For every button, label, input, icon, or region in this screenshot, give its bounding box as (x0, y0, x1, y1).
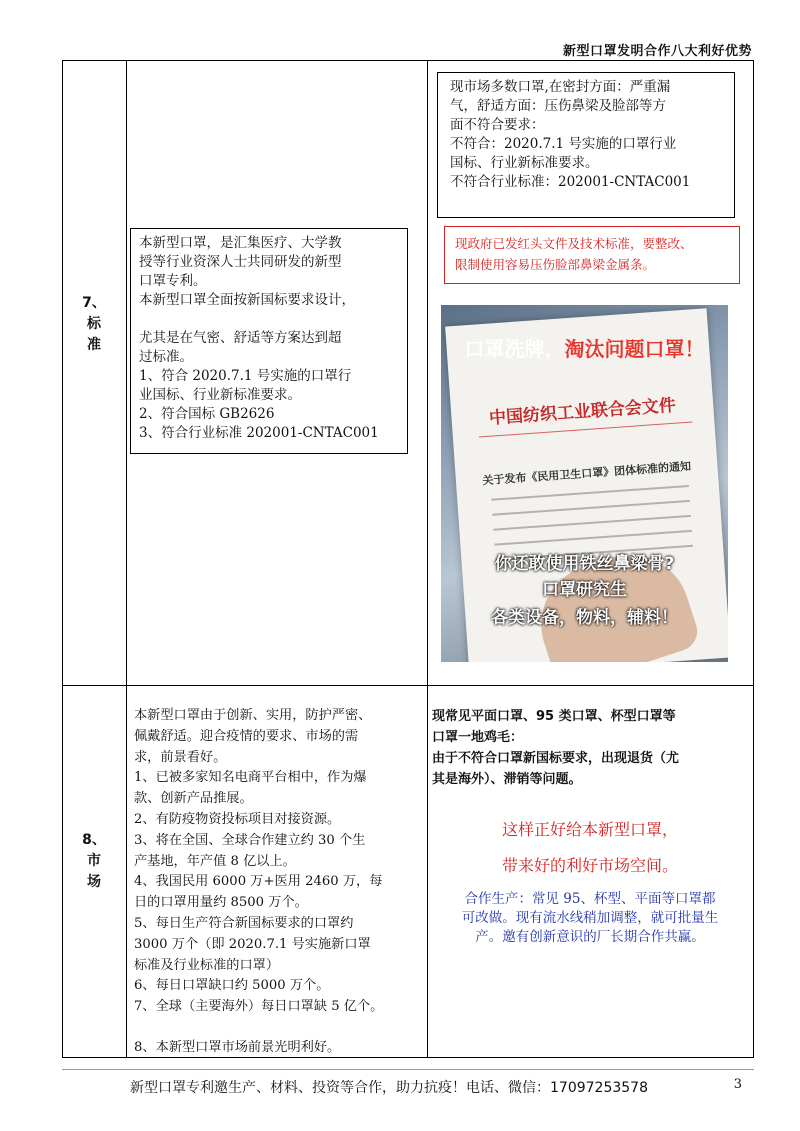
row8-label-char-1: 市 (87, 853, 101, 869)
text-line: 5、每日生产符合新国标要求的口罩约 (134, 915, 354, 931)
text-line: 本新型口罩全面按新国标要求设计， (139, 292, 355, 308)
text-line: 可改做。现有流水线稍加调整，就可批量生 (461, 910, 719, 926)
text-line: 由于不符合口罩新国标要求，出现退货（尤 (432, 751, 680, 766)
row7-right-box (437, 72, 735, 218)
row7-label-char-2: 准 (87, 337, 101, 353)
text-line: 尤其是在气密、舒适等方案达到超 (139, 330, 342, 346)
text-line: 口罩专利。 (139, 273, 207, 289)
text-line: 2、有防疫物资投标项目对接资源。 (134, 811, 341, 827)
text-line: 不符合：2020.7.1 号实施的口罩行业 (450, 136, 677, 152)
text-line: 过标准。 (139, 349, 193, 365)
text-line: 现政府已发红头文件及技术标准，要整改、 (455, 236, 693, 251)
row7-left-box (130, 228, 408, 454)
photo-headline (441, 333, 728, 362)
photo-text-line (494, 530, 692, 546)
row8-label (62, 830, 126, 893)
text-line: 款、创新产品推展。 (134, 791, 253, 807)
text-line: 佩戴舒适。迎合疫情的要求、市场的需 (134, 728, 359, 744)
table-col-divider-2 (427, 60, 428, 1058)
table-col-divider-1 (126, 60, 127, 1058)
photo-text-line (492, 500, 690, 516)
footer-rule (62, 1069, 754, 1070)
text-line: 日的口罩用量约 8500 万个。 (134, 895, 308, 911)
text-line: 现常见平面口罩、95 类口罩、杯型口罩等 (432, 709, 676, 724)
text-line: 合作生产：常见 95、杯型、平面等口罩都 (464, 891, 716, 907)
text-line: 本新型口罩由于创新、实用，防护严密、 (134, 708, 372, 723)
text-line: 求，前景看好。 (134, 749, 227, 765)
footer-contact-text: 新型口罩专利邀生产、材料、投资等合作，助力抗疫！电话、微信：17097253578 (130, 1080, 648, 1096)
photo-org-title: 中国纺织工业联合会文件 (488, 395, 677, 429)
row8-left-text (134, 706, 426, 1059)
text-line: 标准及行业标准的口罩） (134, 957, 280, 973)
text-line: 2、符合国标 GB2626 (139, 406, 275, 422)
page-number: 3 (733, 1077, 742, 1092)
header-rule (62, 60, 754, 61)
row8-label-char-2: 场 (87, 874, 101, 890)
text-line: 国标、行业新标准要求。 (450, 155, 599, 171)
text-line: 这样正好给本新型口罩， (501, 820, 678, 839)
row8-problem-block (432, 706, 748, 790)
photo-headline-white: 口罩洗牌， (464, 337, 565, 361)
text-line: 产基地，年产值 8 亿以上。 (134, 853, 296, 869)
row7-label-char-1: 标 (87, 316, 101, 332)
text-line: 授等行业资深人士共同研发的新型 (139, 254, 342, 270)
photo-headline-red: 淘汰问题口罩！ (564, 337, 705, 361)
photo-notice-title: 关于发布《民用卫生口罩》团体标准的通知 (482, 459, 692, 488)
page-header-title: 新型口罩发明合作八大利好优势 (562, 44, 752, 59)
text-line: 3000 万个（即 2020.7.1 号实施新口罩 (134, 936, 371, 952)
row7-government-notice-box (444, 226, 740, 284)
photo-text-line (491, 485, 689, 501)
text-line: 8、本新型口罩市场前景光明利好。 (134, 1039, 341, 1055)
text-line: 面不符合要求： (450, 117, 545, 133)
photo-caption-1: 你还敢使用铁丝鼻梁骨? (494, 554, 675, 574)
row8-number: 8、 (82, 832, 106, 848)
text-line: 现市场多数口罩,在密封方面：严重漏 (450, 79, 671, 95)
text-line: 3、符合行业标准 202001-CNTAC001 (139, 425, 379, 441)
text-line: 口罩一地鸡毛： (432, 730, 524, 745)
text-line: 本新型口罩，是汇集医疗、大学教 (139, 235, 342, 251)
text-line: 限制使用容易压伤脸部鼻梁金属条。 (455, 257, 656, 272)
text-line: 产。邀有创新意识的厂长期合作共赢。 (475, 929, 705, 945)
row8-cooperation-block (432, 890, 748, 947)
photo-caption-2: 口罩研究生 (542, 580, 627, 600)
row8-opportunity-block (432, 812, 748, 884)
text-line: 4、我国民用 6000 万+医用 2460 万，每 (134, 874, 383, 890)
text-line: 不符合行业标准：202001-CNTAC001 (450, 174, 691, 190)
row7-number: 7、 (82, 295, 106, 311)
text-line (139, 310, 399, 329)
photo-text-line (493, 515, 691, 531)
photo-caption-3: 各类设备，物料，辅料！ (491, 608, 678, 628)
table-row-divider (62, 685, 754, 686)
text-line: 1、已被多家知名电商平台相中，作为爆 (134, 770, 367, 786)
text-line: 其是海外）、滞销等问题。 (432, 772, 582, 787)
text-line: 1、符合 2020.7.1 号实施的口罩行 (139, 368, 352, 384)
table-border-left (62, 60, 63, 1058)
text-line (134, 1018, 426, 1038)
table-border-right (753, 60, 754, 1058)
text-line: 业国标、行业新标准要求。 (139, 387, 301, 403)
text-line: 7、全球（主要海外）每日口罩缺 5 亿个。 (134, 999, 384, 1015)
text-line: 6、每日口罩缺口约 5000 万个。 (134, 978, 330, 994)
row7-label (62, 293, 126, 356)
text-line: 带来好的利好市场空间。 (501, 856, 678, 875)
mask-standard-photo (441, 305, 728, 662)
text-line: 气，舒适方面：压伤鼻梁及脸部等方 (450, 98, 666, 114)
row8-right-text (432, 706, 748, 947)
text-line: 3、将在全国、全球合作建立约 30 个生 (134, 832, 366, 848)
